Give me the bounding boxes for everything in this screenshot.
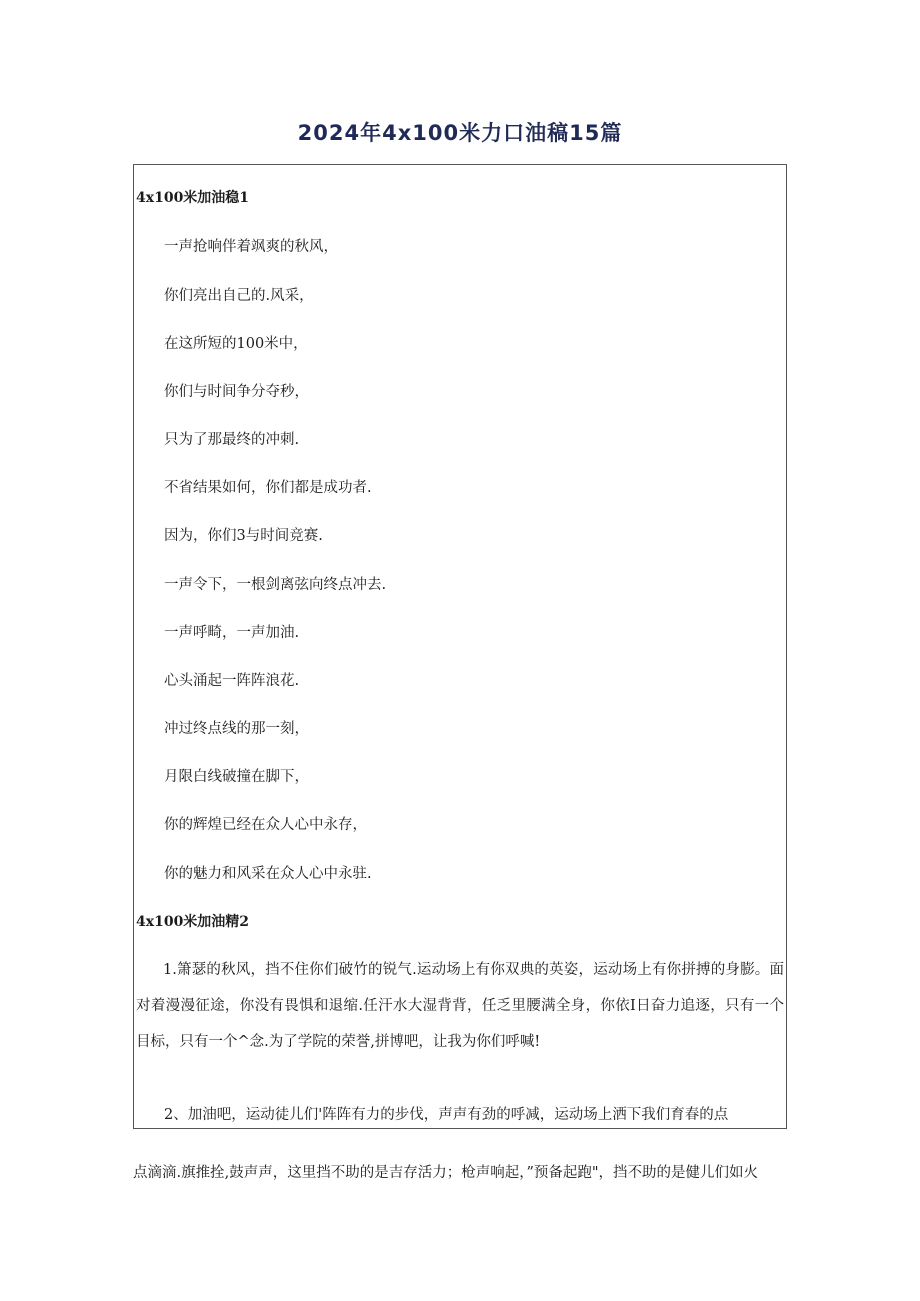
poem-line: 一声呼畸，一声加油. <box>164 625 300 641</box>
poem-line: 你的辉煌已经在众人心中永存， <box>164 817 367 833</box>
poem-line: 月限白线破撞在脚下， <box>164 769 309 785</box>
continuation-text: 点滴滴.旗推拴,鼓声声，这里挡不助的是吉存活力；枪声响起，”预备起跑"，挡不助的是健儿们如火 <box>133 1165 759 1181</box>
poem-line: 心头涌起一阵阵浪花. <box>164 673 300 689</box>
poem-line: 你们亮出自己的.风采， <box>164 288 314 304</box>
paragraph-1: 1.箫瑟的秋风，挡不住你们破竹的锐气.运动场上有你双典的英姿，运动场上有你拼搏的身膨。面对着漫漫征途，你没有畏惧和退缩.任汗水大湿背背，任乏里腰满全身，你依I日奋力追逐，只有一个目标，只有一个^念.为了学院的荣誉,拼博吧，让我为你们呼喊! <box>136 962 784 1050</box>
poem-line: 你的魅力和风采在众人心中永驻. <box>164 866 372 882</box>
poem-line: 冲过终点线的那一刻， <box>164 721 309 737</box>
section-heading-1: 4x100米加油稳1 <box>136 190 250 206</box>
section-heading-2: 4x100米加油精2 <box>136 914 250 930</box>
poem-line: 你们与时间争分夺秒， <box>164 384 309 400</box>
poem-line: 不省结果如何，你们都是成功者. <box>164 480 372 496</box>
paragraph-2: 2、加油吧，运动徒儿们'阵阵有力的步伐，声声有劲的呼减，运动场上洒下我们育春的点 <box>164 1107 729 1123</box>
poem-line: 因为，你们3与时间竞赛. <box>164 528 323 544</box>
poem-line: 只为了那最终的冲刺. <box>164 432 300 448</box>
document-title: 2024年4x100米力口油稿15篇 <box>297 121 623 145</box>
poem-line: 一声抢响伴着飒爽的秋风， <box>164 239 338 255</box>
poem-line: 一声令下，一根剑离弦向终点冲去. <box>164 577 387 593</box>
poem-line: 在这所短的100米中， <box>164 336 308 352</box>
